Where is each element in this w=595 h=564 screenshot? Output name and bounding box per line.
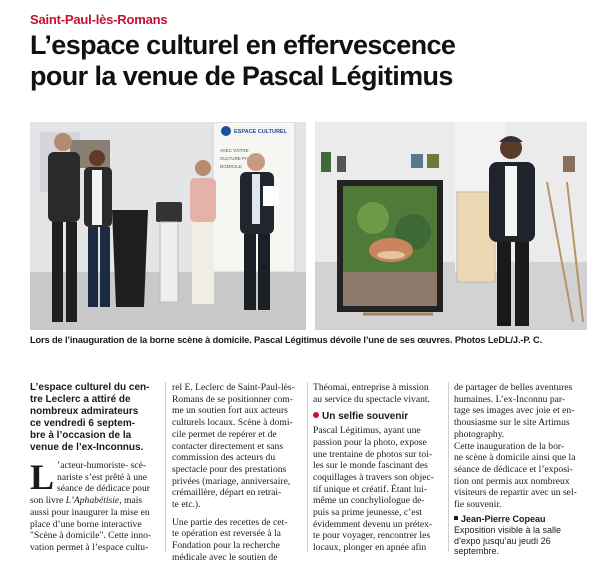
lead-paragraph [30,382,158,454]
column-divider [307,382,308,552]
article-locality: Saint-Paul-lès-Romans [30,12,168,27]
column-divider [165,382,166,552]
body-line: culturels locaux. Scène à domi- [172,417,293,429]
bullet-icon [313,412,319,418]
lead-line: bre à l’occasion de la [30,430,132,441]
body-line: au service du spectacle vivant. [313,393,430,405]
body-line: Romans de se positionner com- [172,393,293,405]
body-line: thousiasme sur le site Artimus [454,417,570,429]
lead-line: tre Leclerc a attiré de [30,394,131,405]
lead-line: nombreux admirateurs [30,406,139,417]
photo-caption: Lors de l’inauguration de la borne scène à domicile. Pascal Légitimus dévoile l’une de ses œuvres. Photos LeDL/J.-P. C. [30,335,543,345]
author-byline [454,514,588,526]
note-line: d’expo jusqu’au jeudi 26 [454,535,551,546]
subheading [313,411,441,423]
body-line: Pascal Légitimus, ayant une [313,425,421,437]
body-line: une trentaine de photos sur toi- [313,448,433,460]
banner-title: ESPACE CULTUREL [234,129,287,135]
body-line: , mais [119,495,143,507]
body-line: photography. [454,428,505,440]
body-paragraph [454,382,588,511]
body-line: séance de dédicace pour [57,483,150,495]
column-3 [313,382,441,554]
body-line: "Scène à domicile". Cette inno- [30,530,152,542]
column-divider [448,382,449,552]
body-line: rel E. Leclerc de Saint-Paul-lès- [172,382,295,393]
body-line: tion ont permis aux nombreux [454,475,570,487]
body-line: tage ses images avec joie et en- [454,405,575,417]
body-line: séance de dédicace et l’exposi- [454,463,573,475]
column-4 [454,382,588,557]
body-line: Théomai, entreprise à mission [313,382,429,393]
body-line: son livre [30,495,66,507]
body-line: fie souvenir. [454,499,502,511]
column-1 [30,382,158,554]
body-line: puis sa prime jeunesse, c’est [313,507,422,519]
headline-line-2: pour la venue de Pascal Légitimus [30,61,453,91]
body-line: te pour voyager, rencontrer les [313,530,431,542]
book-title: L’Aphabétisie [65,495,120,507]
body-line: les sur le monde fascinant des [313,460,428,472]
column-2 [172,382,300,564]
body-line: évidemment devenu un prétex- [313,518,433,530]
body-line: spectacle pour des prestations [172,463,287,475]
body-line: me un soutien fort aux acteurs [172,405,288,417]
body-line: vation permet à l’espace cultu- [30,541,149,553]
body-line: cile permet de repérer et de [172,428,277,440]
headline-line-1: L’espace culturel en effervescence [30,30,456,60]
body-line: tif unique et créatif. Étant lui- [313,483,428,495]
drop-cap: L [30,457,55,497]
body-line: Fondation pour la recherche [172,540,280,552]
body-line: te opération est reversée à la [172,528,281,540]
note-line: septembre. [454,546,500,557]
body-line: privées (mariage, anniversaire, [172,475,291,487]
body-line: place d’une borne interactive [30,518,142,530]
banner-text-3: DOMICILE [220,164,242,169]
lead-line: ce vendredi 6 septem- [30,418,136,429]
body-line: visiteurs de repartir avec un sel- [454,487,577,499]
body-line: ’acteur-humoriste- scé- [57,460,147,471]
photo-artwork-scene [315,122,587,330]
body-line: passion pour la photo, expose [313,436,427,448]
body-paragraph [172,382,300,511]
exhibition-note [454,525,588,557]
body-line: même un conchyliologue de- [313,495,425,507]
body-line: ne scène à domicile ainsi que la [454,452,576,464]
lead-line: venue de l’ex-Inconnus. [30,442,144,453]
body-line: crémaillère, départ en retrai- [172,487,282,499]
body-line: commission des acteurs du [172,452,276,464]
photo-artwork-reveal [315,122,587,330]
subheading-text: Un selfie souvenir [322,411,409,423]
banner-text-2: CULTURE PA [220,156,248,161]
body-line: médicale avec le soutien de [172,551,278,563]
body-paragraph [172,517,300,564]
body-line: aussi pour inaugurer la mise en [30,506,150,518]
body-line: Cette inauguration de la bor- [454,440,565,452]
body-paragraph [313,425,441,554]
body-line: contacter directement et sans [172,440,284,452]
body-line: Une partie des recettes de cet- [172,516,288,528]
article-headline [30,30,590,92]
body-line: coquillages à travers son objec- [313,471,434,483]
body-line: te etc.). [172,499,201,511]
lead-line: L’espace culturel du cen- [30,382,150,393]
byline-marker-icon [454,516,458,520]
author-name: Jean-Pierre Copeau [461,513,546,524]
body-paragraph [30,457,158,554]
body-line: nariste s’est prêté à une [57,471,148,483]
banner-text-1: AVEC VOTRE [220,148,249,153]
photo-inauguration [30,122,306,330]
body-paragraph [313,382,441,405]
body-line: de partager de belles aventures [454,382,573,393]
note-line: Exposition visible à la salle [454,525,562,536]
body-line: locaux, plonger en apnée afin [313,542,427,554]
body-line: humaines. L’ex-Inconnu par- [454,393,566,405]
photo-inauguration-scene [30,122,306,330]
